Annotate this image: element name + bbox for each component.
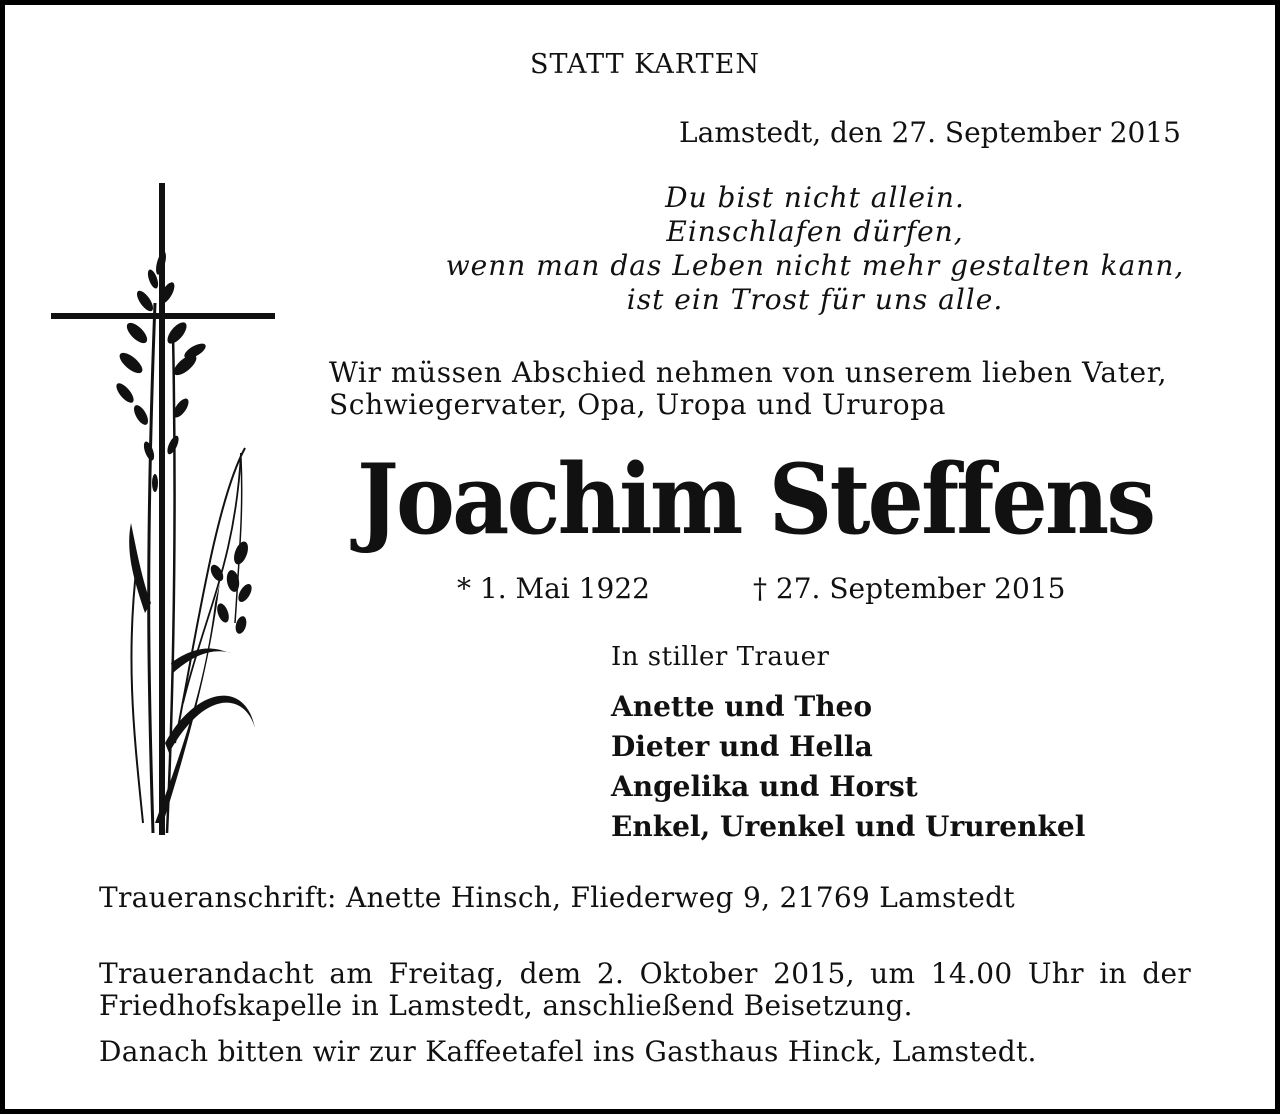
reception-info: Danach bitten wir zur Kaffeetafel ins Gasthaus Hinck, Lamstedt.	[99, 1035, 1037, 1068]
header-statt-karten: STATT KARTEN	[530, 49, 760, 80]
poem-line: wenn man das Leben nicht mehr gestalten kann,	[445, 249, 1185, 282]
service-line: Trauerandacht am Freitag, dem 2. Oktober 2015, um 14.00 Uhr in der	[99, 957, 1191, 990]
service-info	[99, 958, 1191, 1022]
intro-line: Schwiegervater, Opa, Uropa und Ururopa	[329, 388, 947, 421]
cross-with-grass-icon	[45, 183, 285, 843]
mourning-address: Traueranschrift: Anette Hinsch, Fliederweg 9, 21769 Lamstedt	[99, 881, 1015, 914]
birth-date: * 1. Mai 1922	[457, 572, 650, 605]
family-member: Angelika und Horst	[611, 770, 918, 803]
service-line: Friedhofskapelle in Lamstedt, anschließend Beisetzung.	[99, 989, 913, 1022]
poem	[345, 181, 1280, 317]
family-member: Anette und Theo	[611, 690, 873, 723]
family-list	[611, 687, 1085, 847]
poem-line: ist ein Trost für uns alle.	[626, 283, 1004, 316]
family-member: Enkel, Urenkel und Ururenkel	[611, 810, 1086, 843]
place-date: Lamstedt, den 27. September 2015	[679, 116, 1181, 149]
poem-line: Einschlafen dürfen,	[666, 215, 964, 248]
mourning-line: In stiller Trauer	[611, 642, 830, 672]
deceased-name: Joachim Steffens	[357, 443, 1154, 556]
family-member: Dieter und Hella	[611, 730, 873, 763]
poem-line: Du bist nicht allein.	[665, 181, 965, 214]
death-date: † 27. September 2015	[753, 572, 1066, 605]
intro-line: Wir müssen Abschied nehmen von unserem lieben Vater,	[329, 356, 1168, 389]
intro-text	[329, 357, 1167, 421]
